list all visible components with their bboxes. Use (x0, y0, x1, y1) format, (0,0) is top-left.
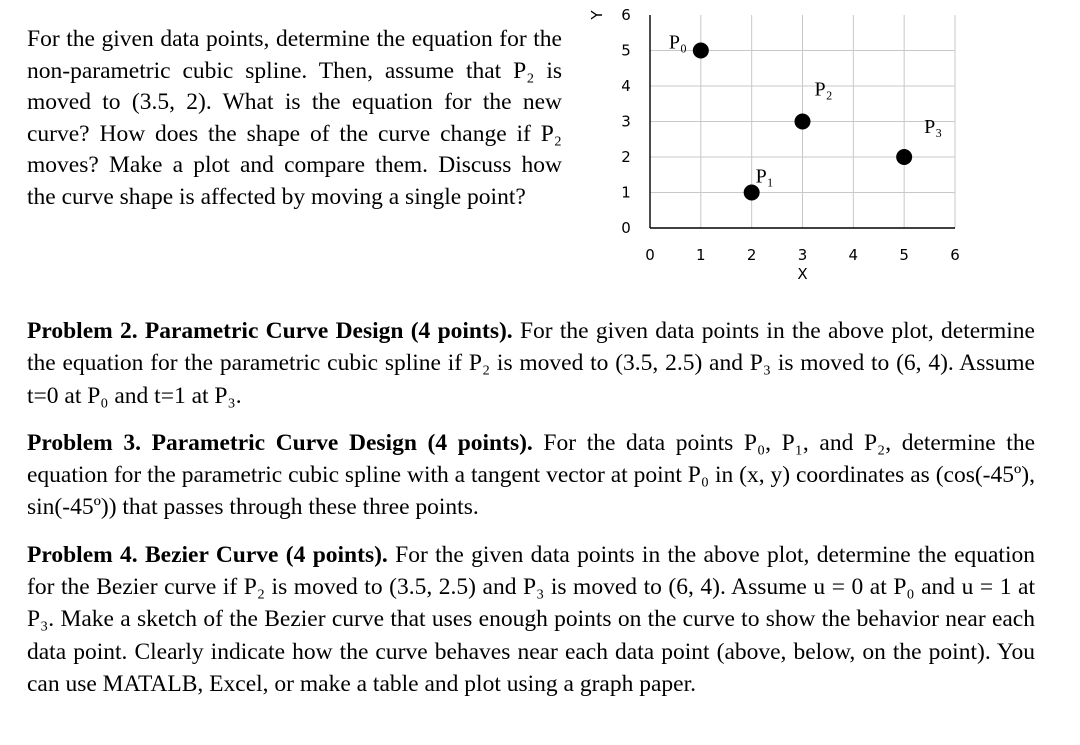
data-point-pp2 (795, 114, 811, 130)
x-axis-label: X (797, 265, 808, 283)
y-tick-label: 0 (621, 219, 631, 237)
data-point-label: P₂ (814, 78, 833, 101)
y-axis-label: Y (588, 10, 606, 20)
data-point-label: P₁ (755, 165, 774, 188)
plot-svg (580, 0, 1000, 300)
problem-3 (27, 427, 1035, 524)
problem-3-body: For the data points P₀, P₁, and P₂, determine the equation for the parametric cubic spline with a tangent vector at point P₀ in (x, y) coordinates as (cos(-45º), sin(-45º)) that passes through these three points. (27, 429, 1035, 521)
problem-4 (27, 539, 1035, 700)
y-tick-label: 3 (621, 112, 631, 131)
problem-3-heading: Problem 3. Parametric Curve Design (4 points). (27, 429, 533, 456)
x-tick-label: 0 (645, 246, 655, 264)
problem-4-heading: Problem 4. Bezier Curve (4 points). (27, 541, 388, 568)
y-tick-label: 6 (621, 6, 631, 24)
problem-2-heading: Problem 2. Parametric Curve Design (4 points). (27, 318, 513, 344)
data-point-label: P₀ (668, 31, 687, 54)
problem-4-body: For the given data points in the above plot, determine the equation for the Bezier curve if P₂ is moved to (3.5, 2.5) and P₃ is moved to (6, 4). Assume u = 0 at P₀ and u = 1 at P₃. Make a sketch of the Bezier curve that uses enough points on the curve to show the behavior near each data point. Clearly indicate how the curve behaves near each data point (above, below, on the point). You can use MATALB, Excel, or make a table and plot using a graph paper. (27, 541, 1035, 697)
problems-section (27, 315, 1035, 715)
x-tick-label: 1 (696, 246, 706, 264)
data-point-label: P₃ (924, 116, 943, 138)
data-point-pp3 (896, 149, 912, 165)
y-tick-label: 4 (621, 77, 631, 95)
problem-2 (27, 315, 1035, 412)
data-points-plot (580, 0, 1000, 300)
y-tick-label: 2 (621, 148, 631, 166)
x-tick-label: 3 (797, 246, 808, 264)
x-tick-label: 2 (746, 246, 757, 264)
problem-2-body: For the given data points in the above plot, determine the equation for the parametric cubic spline if P₂ is moved to (3.5, 2.5) and P₃ is moved to (6, 4). Assume t=0 at P₀ and t=1 at P₃. (27, 318, 1035, 409)
problem-1-text: For the given data points, determine the equation for the non-parametric cubic spline. Then, assume that P₂ is moved to (3.5, 2). What is the equation for the new curve? How does the shape of the curve change if P₂ moves? Make a plot and compare them. Discuss how the curve shape is affected by moving a single point? (27, 26, 562, 210)
y-tick-label: 1 (621, 183, 631, 202)
y-tick-label: 5 (621, 41, 631, 60)
data-point-pp0 (693, 43, 709, 59)
x-tick-label: 5 (899, 246, 909, 264)
x-tick-label: 4 (848, 246, 859, 264)
x-tick-label: 6 (950, 246, 960, 264)
